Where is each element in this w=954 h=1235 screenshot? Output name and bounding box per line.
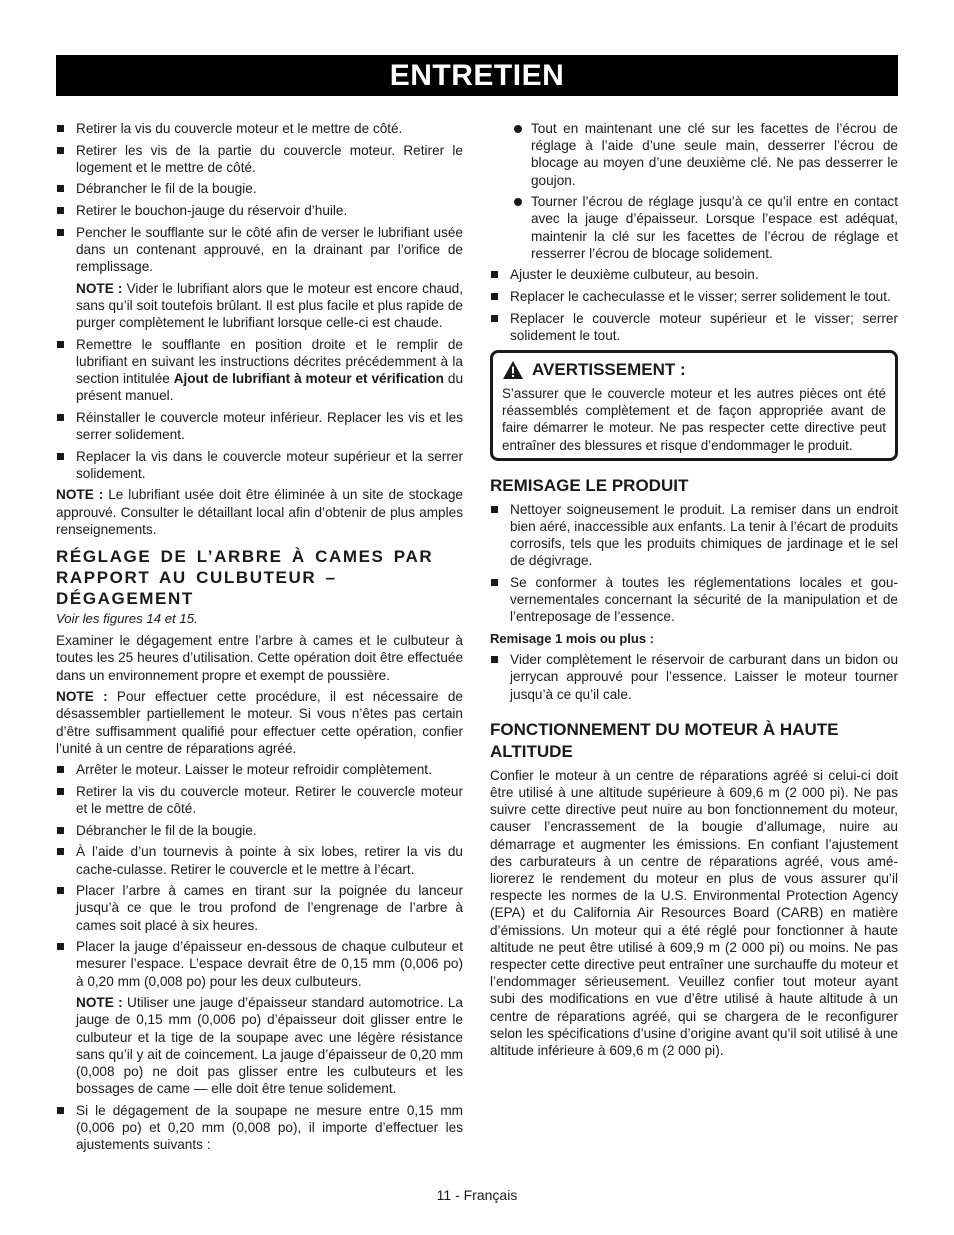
list-item: Nettoyer soigneusement le produit. La remiser dans un endroit bien aéré, inaccessible aux enfants. La tenir à l’écart de produits corrosifs, tels que les produits chimiques de jardinage et le sel de dégivrage. [490,501,898,570]
page-number: 11 - Français [436,1187,518,1203]
list-item: Placer l’arbre à cames en tirant sur la poignée du lanceur jusqu’à ce que le trou profond de l’engrenage de l’arbre à cames soit placé à six heures. [56,882,463,934]
long-term-storage-steps [490,651,898,703]
note-label: NOTE : [56,689,108,705]
list-item: Tourner l’écrou de réglage jusqu’à ce qu’il entre en contact avec la jauge d’épaisseur. Lorsque l’espace est adéquat, maintenir la clé sur les facettes de l’écrou de réglage et resserrer l’écrou de blocage solidement. [490,193,898,262]
note-qualification [56,688,463,757]
note-text: Le lubrifiant usée doit être éliminée à un site de stockage approuvé. Consulter le détaillant local afin d’obtenir de plus amples renseignements. [56,487,463,537]
list-item: Replacer le cacheculasse et le visser; serrer solidement le tout. [490,288,898,305]
list-item: Ajuster le deuxième culbuteur, au besoin. [490,266,898,283]
valve-clearance-steps [56,761,463,989]
note-text: Vider le lubrifiant alors que le moteur est encore chaud, sans qu’il soit toutefois brûlant. Il est plus facile et plus rapide de purger complètement le lubrifiant lorsque celle-ci est chaude. [76,280,463,330]
list-item: Arrêter le moteur. Laisser le moteur refroidir complètement. [56,761,463,778]
reassembly-steps [490,266,898,344]
altitude-text: Confier le moteur à un centre de réparations agréé si celui-ci doit être utilisé à une altitude supérieure à 609,6 m (2 000 pi). Ne pas suivre cette directive peut nuire au bon fonctionnement du moteur, causer l’encrassement de la bougie d’allumage, nuire au démarrage et augmenter les émissions. En confiant l’ajustement des carburateurs à un centre de réparations agréé, vous améliorerez le rendement du moteur en plus de vous assurer qu’il respecte les normes de la U.S. Environmental Protection Agency (EPA) et du California Air Resources Board (CARB) en matière d’émissions. Un moteur qui a été réglé pour fonctionner à haute altitude ne peut être utilisé à 609,9 m (2 000 pi) ou moins. Ne pas respecter cette directive peut entraîner une surchauffe du moteur et l’endommager sérieusement. Veuillez confier tout moteur ayant subi des modifications en vue d’être utilisé à haute altitude à un centre de réparations agréé, qui se chargera de le reconfigurer selon les spécifications d’usine d’origine avant qu’il soit utilisé à une altitude inférieure à 609,6 m (2 000 pi). [490,767,898,1059]
warning-triangle-icon [502,360,524,380]
list-item: Retirer la vis du couvercle moteur. Retirer le couvercle moteur et le mettre de côté. [56,783,463,817]
section-heading-altitude: FONCTIONNEMENT DU MOTEUR À HAUTE ALTITUDE [490,719,839,761]
list-item: À l’aide d’un tournevis à pointe à six lobes, retirer la vis du cache-culasse. Retirer le couvercle et le mettre à l’écart. [56,843,463,877]
list-item: Retirer les vis de la partie du couvercle moteur. Retirer le logement et le mettre de côté. [56,142,463,176]
list-item: Placer la jauge d’épaisseur en-dessous de chaque culbuteur et mesurer l’espace. L’espace devrait être de 0,15 mm (0,006 po) à 0,20 mm (0,008 po) pour les deux culbuteurs. [56,938,463,990]
oil-change-steps [56,120,463,275]
warning-box [490,350,898,461]
storage-steps [490,501,898,626]
adjustment-substeps [490,120,898,262]
refill-text-end: du présent manuel. [76,370,464,404]
page-title-banner [56,55,898,96]
note-label: NOTE : [76,995,123,1011]
warning-title: AVERTISSEMENT : [532,360,686,379]
list-item: Réinstaller le couvercle moteur inférieur. Replacer les vis et les serrer solidement. [56,409,463,443]
list-item: Débrancher le fil de la bougie. [56,180,463,197]
list-item: Retirer la vis du couvercle moteur et le mettre de côté. [56,120,463,137]
list-item: Retirer le bouchon-jauge du réservoir d’huile. [56,202,463,219]
list-item: Tout en maintenant une clé sur les facettes de l’écrou de réglage à l’aide d’une seule main, desserrer l’écrou de blocage au moyen d’une deuxième clé. Ne pas desserrer le goujon. [490,120,898,189]
list-item: Se conformer à toutes les réglementations locales et gouvernementales concernant la sécurité de la manipulation et de l’entreposage de l’essence. [490,574,898,626]
oil-refill-steps [56,336,463,482]
section-intro: Examiner le dégagement entre l’arbre à cames et le culbuteur à toutes les 25 heures d’utilisation. Cette opération doit être effectuée dans un environnement propre et exempt de poussière. [56,633,463,683]
note-text: Pour effectuer cette procédure, il est nécessaire de désassembler partiellement le moteur. Si vous n’êtes pas certain d’être suffisamment qualifié pour effectuer cette opération, confier l’unité à un centre de réparations agréé. [56,689,463,756]
left-column [56,120,463,1158]
warning-header [502,359,886,381]
list-item: Vider complètement le réservoir de carburant dans un bidon ou jerrycan approuvé pour l’essence. Laisser le moteur tourner jusqu’à ce qu’il cale. [490,651,898,703]
note-text: Utiliser une jauge d’épaisseur standard automotrice. La jauge de 0,15 mm (0,006 po) d’épaisseur doit glisser entre le culbuteur et la tige de la soupape avec une légère résistance sans qu’il y ait de coincement. La jauge d’épaisseur de 0,20 mm (0,008 po) ne doit pas glisser entre les culbuteurs et les bossages de came — elle doit être tenue solidement. [76,995,463,1097]
note-drain [56,280,463,332]
page-title: ENTRETIEN [389,59,565,92]
list-item: Replacer le couvercle moteur supérieur et le visser; serrer solidement le tout. [490,310,898,344]
figure-reference: Voir les figures 14 et 15. [56,610,198,626]
list-item: Si le dégagement de la soupape ne mesure entre 0,15 mm (0,006 po) et 0,20 mm (0,008 po), il importe d’effectuer les ajustements suivants : [56,1102,463,1154]
warning-text: S’assurer que le couvercle moteur et les autres pièces ont été réassemblés complètement et de façon appropriée avant de faire démarrer le moteur. Ne pas respecter cette directive peut entraîner des blessures et risque d’endommager le produit. [502,386,886,453]
list-item: Replacer la vis dans le couvercle moteur supérieur et la serrer solidement. [56,448,463,482]
refill-text: Remettre le soufflante en position droite et le remplir de lubrifiant en suivant les instructions décrites précédemment à la section intitulée [76,336,463,386]
note-feeler-gauge [56,994,463,1097]
section-heading-valve-clearance: RÉGLAGE DE L’ARBRE À CAMES PAR RAPPORT AU CULBUTEUR – DÉGAGEMENT [56,546,434,608]
list-item: Pencher le soufflante sur le côté afin de verser le lubrifiant usée dans un contenant approuvé, en la drainant par l’orifice de remplissage. [56,224,463,276]
adjustment-step [56,1102,463,1154]
section-heading-storage: REMISAGE LE PRODUIT [490,475,689,495]
list-item [56,336,463,405]
note-disposal [56,486,463,538]
list-item: Débrancher le fil de la bougie. [56,822,463,839]
refill-section-ref: Ajout de lubrifiant à moteur et vérification [173,370,444,386]
storage-subheading: Remisage 1 mois ou plus : [490,631,654,647]
right-column [490,120,898,1064]
note-label: NOTE : [56,487,104,503]
note-label: NOTE : [76,280,123,296]
